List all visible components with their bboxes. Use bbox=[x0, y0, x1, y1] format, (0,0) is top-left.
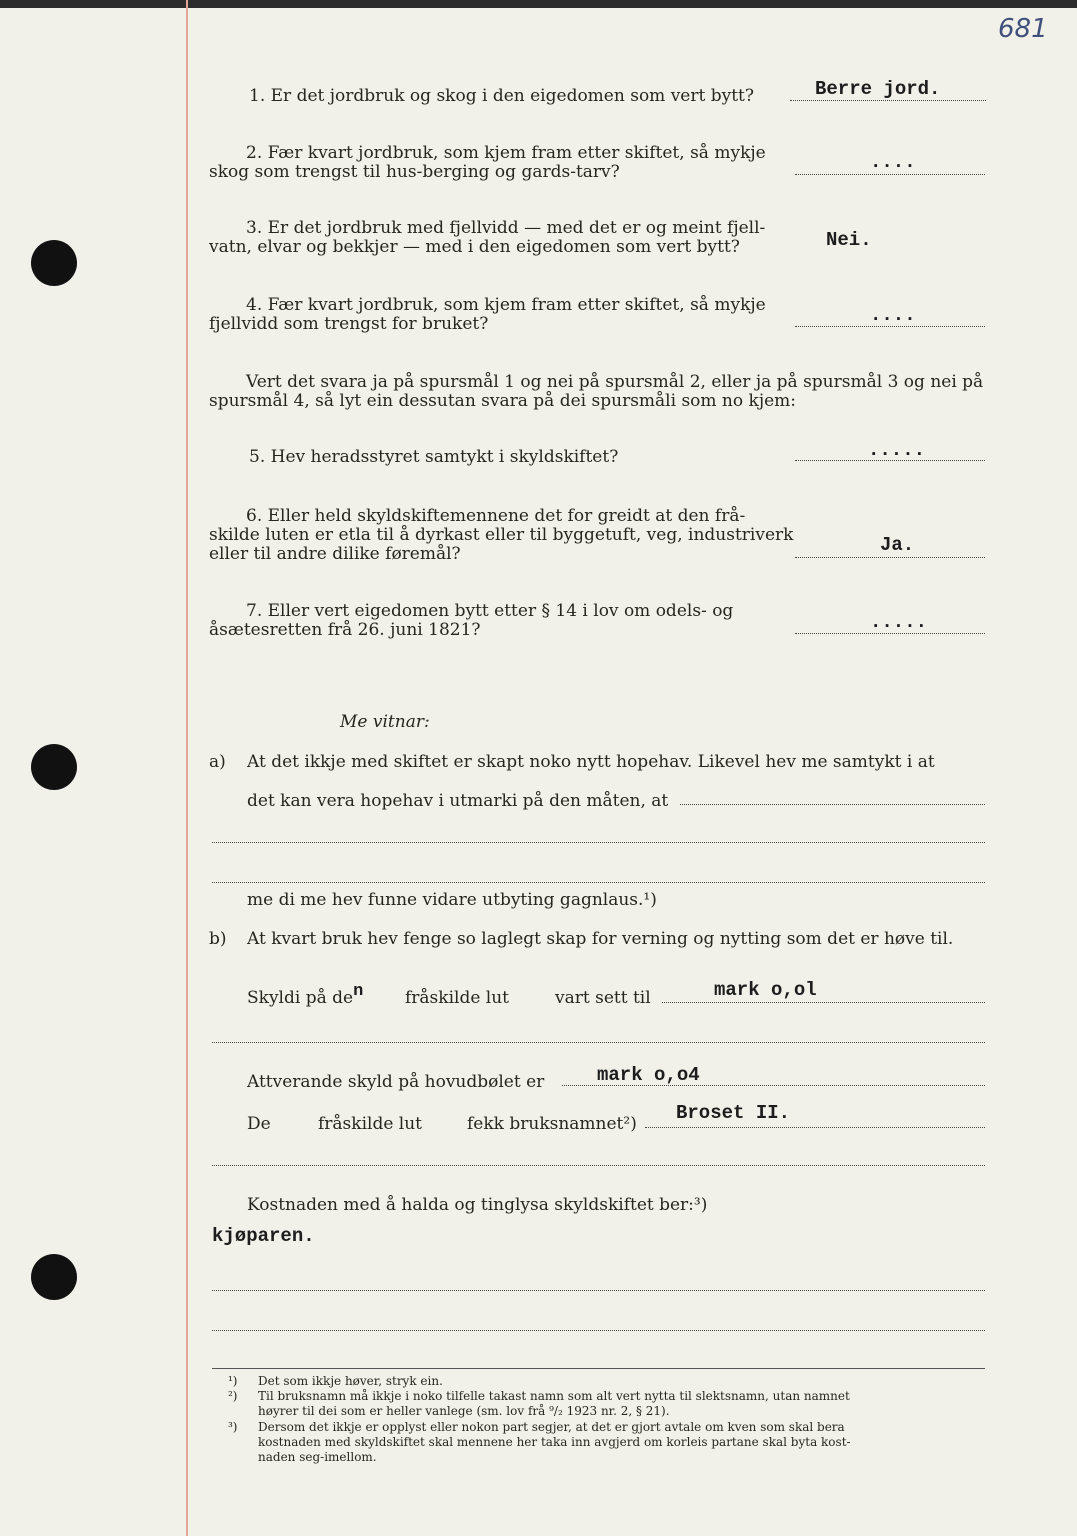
footnote-3-line-2: kostnaden med skyldskiftet skal mennene her taka inn avgjerd om korleis partane skal byta kost- bbox=[258, 1435, 851, 1449]
question-6-line-3: eller til andre dilike føremål? bbox=[209, 544, 461, 564]
footnote-2-line-2: høyrer til dei som er heller vanlege (sm. lov frå ⁹/₂ 1923 nr. 2, § 21). bbox=[258, 1404, 670, 1418]
answer-4: .... bbox=[870, 304, 916, 326]
fraskilde-lut-label: fråskilde lut bbox=[405, 988, 510, 1008]
skyld-label bbox=[247, 982, 364, 1010]
punch-hole-icon bbox=[31, 1254, 77, 1300]
question-7-line-2: åsætesretten frå 26. juni 1821? bbox=[209, 620, 481, 640]
question-7-line-1: 7. Eller vert eigedomen bytt etter § 14 i lov om odels- og bbox=[246, 601, 734, 621]
kostnad-value: kjøparen. bbox=[212, 1225, 315, 1247]
bruksnamn-label: fekk bruksnamnet²) bbox=[467, 1114, 637, 1134]
item-a-line-2: det kan vera hopehav i utmarki på den måten, at bbox=[247, 791, 669, 811]
item-a-line-1: At det ikkje med skiftet er skapt noko nytt hopehav. Likevel hev me samtykt i at bbox=[247, 752, 935, 772]
skyld-label-fill: n bbox=[353, 982, 364, 1001]
answer-2: .... bbox=[870, 151, 916, 173]
answer-6: Ja. bbox=[880, 534, 915, 556]
question-3-line-2: vatn, elvar og bekkjer — med i den eigedomen som vert bytt? bbox=[209, 237, 740, 257]
question-2-line-1: 2. Fær kvart jordbruk, som kjem fram etter skiftet, så mykje bbox=[246, 143, 766, 163]
footnote-2-mark: ²) bbox=[228, 1389, 238, 1403]
question-4-line-1: 4. Fær kvart jordbruk, som kjem fram etter skiftet, så mykje bbox=[246, 295, 766, 315]
fill-line bbox=[212, 1165, 985, 1166]
vart-sett-label: vart sett til bbox=[555, 988, 651, 1008]
fill-line bbox=[645, 1127, 985, 1128]
question-5: 5. Hev heradsstyret samtykt i skyldskiftet? bbox=[249, 447, 619, 467]
answer-5: ..... bbox=[868, 439, 926, 461]
item-a-label: a) bbox=[209, 752, 226, 772]
fill-line bbox=[212, 1290, 985, 1291]
scan-edge bbox=[0, 0, 1077, 8]
answer-7: ..... bbox=[870, 611, 928, 633]
skyld-value: mark o,ol bbox=[714, 979, 817, 1001]
item-a-line-3: me di me hev funne vidare utbyting gagnlaus.¹) bbox=[247, 890, 657, 910]
footnote-3-mark: ³) bbox=[228, 1420, 238, 1434]
fraskilde-lut-label-2: fråskilde lut bbox=[318, 1114, 423, 1134]
fill-line bbox=[662, 1002, 985, 1003]
question-2-line-2: skog som trengst til hus-berging og gards-tarv? bbox=[209, 162, 620, 182]
punch-hole-icon bbox=[31, 744, 77, 790]
footnote-3-line-1: Dersom det ikkje er opplyst eller nokon part segjer, at det er gjort avtale om kven som skal bera bbox=[258, 1420, 845, 1434]
page-number: 681 bbox=[998, 14, 1048, 44]
fill-line bbox=[212, 882, 985, 883]
intro-line-2: spursmål 4, så lyt ein dessutan svara på dei spursmåli som no kjem: bbox=[209, 391, 796, 411]
answer-line bbox=[790, 100, 986, 101]
attverande-value: mark o,o4 bbox=[597, 1064, 700, 1086]
answer-line bbox=[795, 174, 985, 175]
footnote-rule bbox=[212, 1368, 985, 1369]
question-3-line-1: 3. Er det jordbruk med fjellvidd — med det er og meint fjell- bbox=[246, 218, 766, 238]
fill-line bbox=[212, 1330, 985, 1331]
margin-rule bbox=[186, 0, 188, 1536]
footnote-1-mark: ¹) bbox=[228, 1374, 238, 1388]
footnote-1: Det som ikkje høver, stryk ein. bbox=[258, 1374, 443, 1388]
witness-heading: Me vitnar: bbox=[340, 712, 430, 732]
fill-line bbox=[212, 842, 985, 843]
item-b-line-1: At kvart bruk hev fenge so laglegt skap for verning og nytting som det er høve til. bbox=[247, 929, 954, 949]
fill-line bbox=[680, 804, 985, 805]
fill-line bbox=[212, 1042, 985, 1043]
skyld-label-text: Skyldi på de bbox=[247, 988, 354, 1008]
item-b-label: b) bbox=[209, 929, 227, 949]
answer-1: Berre jord. bbox=[815, 78, 941, 100]
question-4-line-2: fjellvidd som trengst for bruket? bbox=[209, 314, 489, 334]
answer-3: Nei. bbox=[826, 229, 872, 251]
de-label: De bbox=[247, 1114, 271, 1134]
question-6-line-1: 6. Eller held skyldskiftemennene det for greidt at den frå- bbox=[246, 506, 746, 526]
answer-line bbox=[795, 326, 985, 327]
footnote-2-line-1: Til bruksnamn må ikkje i noko tilfelle takast namn som alt vert nytta til slektsnamn, utan namnet bbox=[258, 1389, 850, 1403]
attverande-label: Attverande skyld på hovudbølet er bbox=[247, 1072, 545, 1092]
answer-line bbox=[795, 633, 985, 634]
bruksnamn-value: Broset II. bbox=[676, 1102, 791, 1124]
question-1: 1. Er det jordbruk og skog i den eigedomen som vert bytt? bbox=[249, 86, 754, 106]
footnote-3-line-3: naden seg-imellom. bbox=[258, 1450, 377, 1464]
answer-line bbox=[795, 557, 985, 558]
punch-hole-icon bbox=[31, 240, 77, 286]
intro-line-1: Vert det svara ja på spursmål 1 og nei på spursmål 2, eller ja på spursmål 3 og nei på bbox=[246, 372, 984, 392]
kostnad-label: Kostnaden med å halda og tinglysa skyldskiftet ber:³) bbox=[247, 1195, 708, 1215]
question-6-line-2: skilde luten er etla til å dyrkast eller til byggetuft, veg, industriverk bbox=[209, 525, 794, 545]
